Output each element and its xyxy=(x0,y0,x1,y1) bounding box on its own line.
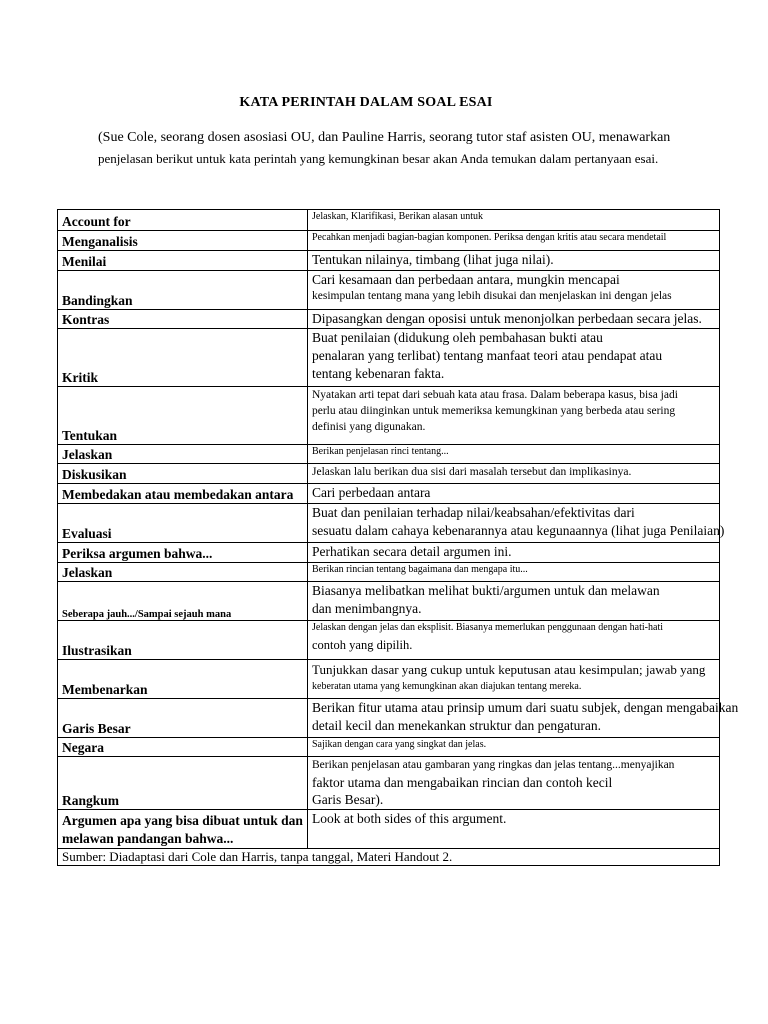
table-row xyxy=(58,210,720,231)
command-definition xyxy=(308,563,720,582)
definition-line: Perhatikan secara detail argumen ini. xyxy=(312,544,512,559)
command-term: Bandingkan xyxy=(58,271,308,310)
definition-line: Berikan fitur utama atau prinsip umum dari suatu subjek, dengan mengabaikan xyxy=(312,700,739,715)
command-definition xyxy=(308,738,720,757)
definition-line: Pecahkan menjadi bagian-bagian komponen. Periksa dengan kritis atau secara mendetail xyxy=(312,232,667,243)
definition-line: Jelaskan, Klarifikasi, Berikan alasan untuk xyxy=(312,211,484,222)
table-row xyxy=(58,757,720,810)
command-words-table xyxy=(57,209,739,866)
command-term: Jelaskan xyxy=(58,563,308,582)
command-definition xyxy=(308,271,720,310)
definition-line: Berikan rincian tentang bagaimana dan mengapa itu... xyxy=(312,564,528,575)
command-definition xyxy=(308,660,720,699)
source-note: Sumber: Diadaptasi dari Cole dan Harris, tanpa tanggal, Materi Handout 2. xyxy=(58,849,720,866)
definition-line: Tentukan nilainya, timbang (lihat juga nilai). xyxy=(312,252,554,267)
definition-line: Dipasangkan dengan oposisi untuk menonjolkan perbedaan secara jelas. xyxy=(312,311,702,326)
intro-paragraph xyxy=(98,127,718,169)
table-row xyxy=(58,699,720,738)
definition-line: Jelaskan dengan jelas dan eksplisit. Biasanya memerlukan penggunaan dengan hati-hati xyxy=(312,622,664,633)
table-row xyxy=(58,310,720,329)
command-definition xyxy=(308,757,720,810)
table-row xyxy=(58,810,720,849)
definition-line: detail kecil dan menekankan struktur dan pengaturan. xyxy=(312,718,602,733)
definition-line: Tunjukkan dasar yang cukup untuk keputusan atau kesimpulan; jawab yang xyxy=(312,662,706,677)
command-term: Evaluasi xyxy=(58,504,308,543)
definition-line: penalaran yang terlibat) tentang manfaat teori atau pendapat atau xyxy=(312,348,663,363)
command-definition xyxy=(308,621,720,660)
definition-line: Cari kesamaan dan perbedaan antara, mungkin mencapai xyxy=(312,272,620,287)
command-term: Kontras xyxy=(58,310,308,329)
command-term: Membenarkan xyxy=(58,660,308,699)
command-definition xyxy=(308,387,720,445)
table-row xyxy=(58,329,720,387)
command-definition xyxy=(308,329,720,387)
command-term: Argumen apa yang bisa dibuat untuk dan melawan pandangan bahwa... xyxy=(58,810,308,849)
table-row xyxy=(58,582,720,621)
definition-line: Cari perbedaan antara xyxy=(312,485,431,500)
table-row xyxy=(58,445,720,464)
command-term: Seberapa jauh.../Sampai sejauh mana xyxy=(58,582,308,621)
definition-line: Jelaskan lalu berikan dua sisi dari masalah tersebut dan implikasinya. xyxy=(312,466,632,478)
document-title: KATA PERINTAH DALAM SOAL ESAI xyxy=(239,95,493,110)
command-definition xyxy=(308,810,720,849)
definition-line: Nyatakan arti tepat dari sebuah kata atau frasa. Dalam beberapa kasus, bisa jadi xyxy=(312,389,678,401)
definition-line: tentang kebenaran fakta. xyxy=(312,366,445,381)
definition-line: perlu atau diinginkan untuk memeriksa kemungkinan yang berbeda atau sering xyxy=(312,405,676,417)
definition-line: Biasanya melibatkan melihat bukti/argumen untuk dan melawan xyxy=(312,583,660,598)
table-row xyxy=(58,464,720,484)
definition-line: definisi yang digunakan. xyxy=(312,421,426,433)
table-row xyxy=(58,387,720,445)
command-definition xyxy=(308,699,739,738)
command-term: Rangkum xyxy=(58,757,308,810)
command-term: Diskusikan xyxy=(58,464,308,484)
command-term: Jelaskan xyxy=(58,445,308,464)
command-definition xyxy=(308,543,720,563)
command-definition xyxy=(308,445,720,464)
definition-line: Sajikan dengan cara yang singkat dan jelas. xyxy=(312,739,487,750)
intro-line-2: penjelasan berikut untuk kata perintah yang kemungkinan besar akan Anda temukan dalam pertanyaan esai. xyxy=(98,151,659,166)
command-definition xyxy=(308,310,720,329)
definition-line: faktor utama dan mengabaikan rincian dan contoh kecil xyxy=(312,775,613,790)
command-definition xyxy=(308,582,720,621)
definition-line: Buat penilaian (didukung oleh pembahasan bukti atau xyxy=(312,330,603,345)
table-row xyxy=(58,484,720,504)
command-term: Periksa argumen bahwa... xyxy=(58,543,308,563)
definition-line: Berikan penjelasan atau gambaran yang ringkas dan jelas tentang...menyajikan xyxy=(312,759,675,771)
definition-line: Berikan penjelasan rinci tentang... xyxy=(312,446,449,457)
command-term: Ilustrasikan xyxy=(58,621,308,660)
table-row xyxy=(58,251,720,271)
command-term: Garis Besar xyxy=(58,699,308,738)
table-row xyxy=(58,621,720,660)
intro-line-1: (Sue Cole, seorang dosen asosiasi OU, dan Pauline Harris, seorang tutor staf asisten OU, menawarkan xyxy=(98,130,671,145)
table-row xyxy=(58,504,720,543)
source-row xyxy=(58,849,720,866)
table-row xyxy=(58,543,720,563)
table-row xyxy=(58,231,720,251)
command-term: Menilai xyxy=(58,251,308,271)
definition-line: Buat dan penilaian terhadap nilai/keabsahan/efektivitas dari xyxy=(312,505,635,520)
command-term: Tentukan xyxy=(58,387,308,445)
table-row xyxy=(58,563,720,582)
definition-line: Look at both sides of this argument. xyxy=(312,811,507,826)
command-term: Kritik xyxy=(58,329,308,387)
command-definition xyxy=(308,210,720,231)
command-term: Menganalisis xyxy=(58,231,308,251)
command-definition xyxy=(308,504,725,543)
definition-line: contoh yang dipilih. xyxy=(312,638,413,652)
command-definition xyxy=(308,251,720,271)
command-term: Negara xyxy=(58,738,308,757)
command-definition xyxy=(308,484,720,504)
definition-line: kesimpulan tentang mana yang lebih disukai dan menjelaskan ini dengan jelas xyxy=(312,290,672,302)
definition-line: keberatan utama yang kemungkinan akan diajukan tentang mereka. xyxy=(312,681,582,692)
definition-line: dan menimbangnya. xyxy=(312,601,422,616)
definition-line: Garis Besar). xyxy=(312,792,384,807)
table-row xyxy=(58,660,720,699)
definition-line: sesuatu dalam cahaya kebenarannya atau kegunaannya (lihat juga Penilaian) xyxy=(312,523,725,538)
table-row xyxy=(58,738,720,757)
command-definition xyxy=(308,231,720,251)
command-term: Membedakan atau membedakan antara xyxy=(58,484,308,504)
command-term: Account for xyxy=(58,210,308,231)
table-row xyxy=(58,271,720,310)
command-definition xyxy=(308,464,720,484)
